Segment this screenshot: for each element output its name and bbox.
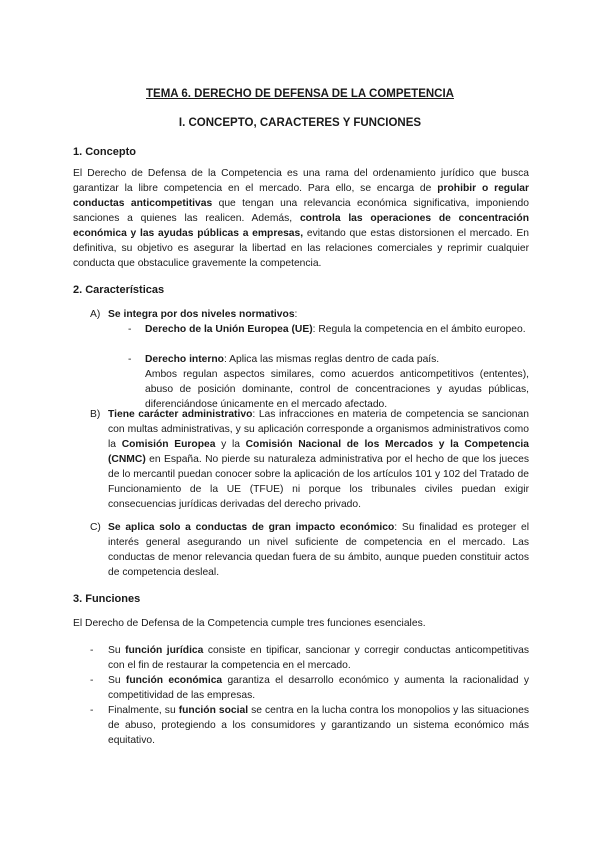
list-item-funcion-juridica: Su función jurídica consiste en tipificar, sancionar y corregir conductas anticompetitivas con el fin de restaurar la competencia en el mercado. xyxy=(108,645,529,671)
sublist-item-interno: Derecho interno: Aplica las mismas reglas dentro de cada país. xyxy=(145,354,440,365)
bullet-marker: - xyxy=(90,645,94,656)
heading-concepto: 1. Concepto xyxy=(73,146,136,158)
list-marker-a: A) xyxy=(90,309,101,320)
sublist-marker: - xyxy=(128,324,132,335)
section-title: I. CONCEPTO, CARACTERES Y FUNCIONES xyxy=(178,117,422,129)
sublist-marker: - xyxy=(128,354,132,365)
heading-caracteristicas: 2. Características xyxy=(73,284,165,296)
heading-funciones: 3. Funciones xyxy=(73,593,141,605)
bullet-marker: - xyxy=(90,705,94,716)
sublist-item-ue: Derecho de la Unión Europea (UE): Regula la competencia en el ámbito europeo. xyxy=(145,324,526,335)
bullet-marker: - xyxy=(90,675,94,686)
list-item-funcion-economica: Su función económica garantiza el desarrollo económico y aumenta la racionalidad y competitividad de las empresas. xyxy=(108,675,529,701)
list-marker-c: C) xyxy=(90,522,101,533)
list-item-funcion-social: Finalmente, su función social se centra en la lucha contra los monopolios y las situaciones de abuso, protegiendo a los consumidores y garantizando un sistema económico más equitativo. xyxy=(108,705,529,746)
list-marker-b: B) xyxy=(90,409,101,420)
paragraph-funciones-intro: El Derecho de Defensa de la Competencia cumple tres funciones esenciales. xyxy=(73,618,426,629)
list-item-b: Tiene carácter administrativo: Las infracciones en materia de competencia se sancionan con multas administrativas, y su aplicación corresponde a organismos administrativos como la Comisión Europea y la Comisión Nacional de los Mercados y la Competencia (CNMC) en España. No pierde su naturaleza administrativa por el hecho de que los jueces de lo mercantil puedan conocer sobre la aplicación de los artículos 101 y 102 del Tratado de Funcionamiento de la UE (TFUE) ni porque los tribunales civiles puedan exigir consecuencias jurídicas derivadas del derecho privado. xyxy=(108,409,530,510)
list-item-a: Se integra por dos niveles normativos: xyxy=(108,309,298,320)
paragraph-concepto: El Derecho de Defensa de la Competencia es una rama del ordenamiento jurídico que busca garantizar la libre competencia en el mercado. Para ello, se encarga de prohibir o regular conductas anticompetitivas que tengan una relevancia económica significativa, imponiendo sanciones a quienes las realicen. Además, controla las operaciones de concentración económica y las ayudas públicas a empresas, evitando que estas distorsionen el mercado. En definitiva, su objetivo es asegurar la libertad en las relaciones comerciales y reprimir cualquier conducta que obstaculice gravemente la competencia. xyxy=(73,168,530,269)
list-item-c: Se aplica solo a conductas de gran impacto económico: Su finalidad es proteger el interés general asegurando un nivel suficiente de competencia en el mercado. Las conductas de menor relevancia quedan fuera de su ámbito, aunque pueden constituir actos de competencia desleal. xyxy=(108,522,529,578)
list-note-a: Ambos regulan aspectos similares, como acuerdos anticompetitivos (ententes), abuso de posición dominante, control de concentraciones y ayudas públicas, diferenciándose únicamente en el mercado afectado. xyxy=(145,369,529,410)
document-title: TEMA 6. DERECHO DE DEFENSA DE LA COMPETENCIA xyxy=(146,88,454,100)
